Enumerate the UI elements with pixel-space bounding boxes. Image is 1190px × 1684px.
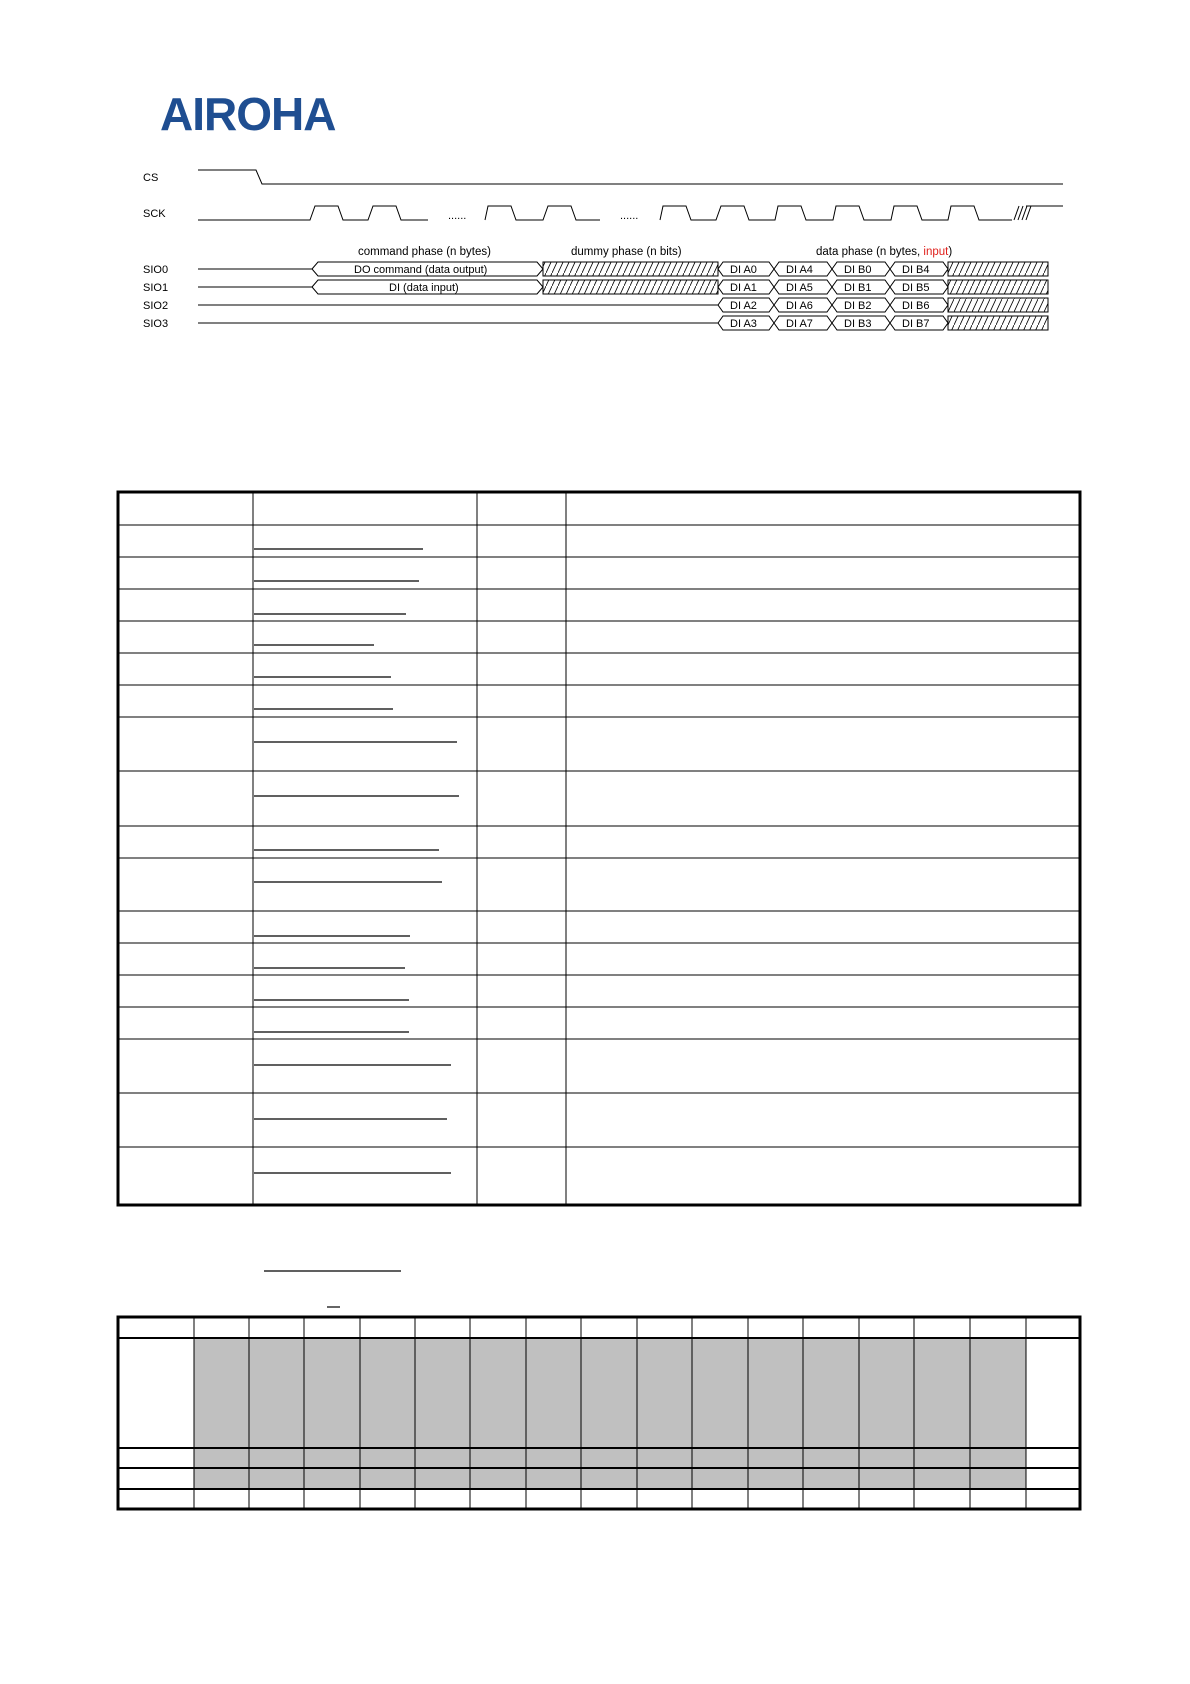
data-phase-input-highlight: input xyxy=(923,246,949,258)
sck-ellipsis-2: ...... xyxy=(620,210,639,222)
sio0-data-cell-2: DI A4 xyxy=(786,264,813,276)
signal-label-cs: CS xyxy=(143,172,159,184)
sck-ellipsis-1: ...... xyxy=(448,210,467,222)
sio0-data-cell-4: DI B4 xyxy=(902,264,930,276)
sio3-data-cell-2: DI A7 xyxy=(786,318,813,330)
signal-label-sio2: SIO2 xyxy=(143,300,169,312)
signal-label-sck: SCK xyxy=(143,208,166,220)
sio1-command-cell: DI (data input) xyxy=(389,282,459,294)
bit-table-shaded-cells xyxy=(194,1338,1026,1489)
logo-text: AIROHA xyxy=(160,90,336,140)
sio0-data-cell-3: DI B0 xyxy=(844,264,872,276)
sio3-data-cell-1: DI A3 xyxy=(730,318,757,330)
sio2-data-cell-1: DI A2 xyxy=(730,300,757,312)
signal-label-sio0: SIO0 xyxy=(143,264,169,276)
sio2-data-cell-4: DI B6 xyxy=(902,300,930,312)
sio1-data-cell-2: DI A5 xyxy=(786,282,813,294)
sio1-data-cell-1: DI A1 xyxy=(730,282,757,294)
sio1-data-cell-4: DI B5 xyxy=(902,282,930,294)
signal-label-sio3: SIO3 xyxy=(143,318,169,330)
data-phase-label-suffix: ) xyxy=(948,246,953,258)
signal-label-sio1: SIO1 xyxy=(143,282,169,294)
sio0-command-cell: DO command (data output) xyxy=(354,264,488,276)
sio2-data-cell-3: DI B2 xyxy=(844,300,872,312)
sio0-data-cell-1: DI A0 xyxy=(730,264,757,276)
sio3-data-cell-3: DI B3 xyxy=(844,318,872,330)
dummy-phase-label: dummy phase (n bits) xyxy=(571,246,682,258)
command-phase-label: command phase (n bytes) xyxy=(358,246,491,258)
sio1-data-cell-3: DI B1 xyxy=(844,282,872,294)
data-phase-label-prefix: data phase (n bytes, xyxy=(816,246,924,258)
sio3-data-cell-4: DI B7 xyxy=(902,318,930,330)
sio2-data-cell-2: DI A6 xyxy=(786,300,813,312)
